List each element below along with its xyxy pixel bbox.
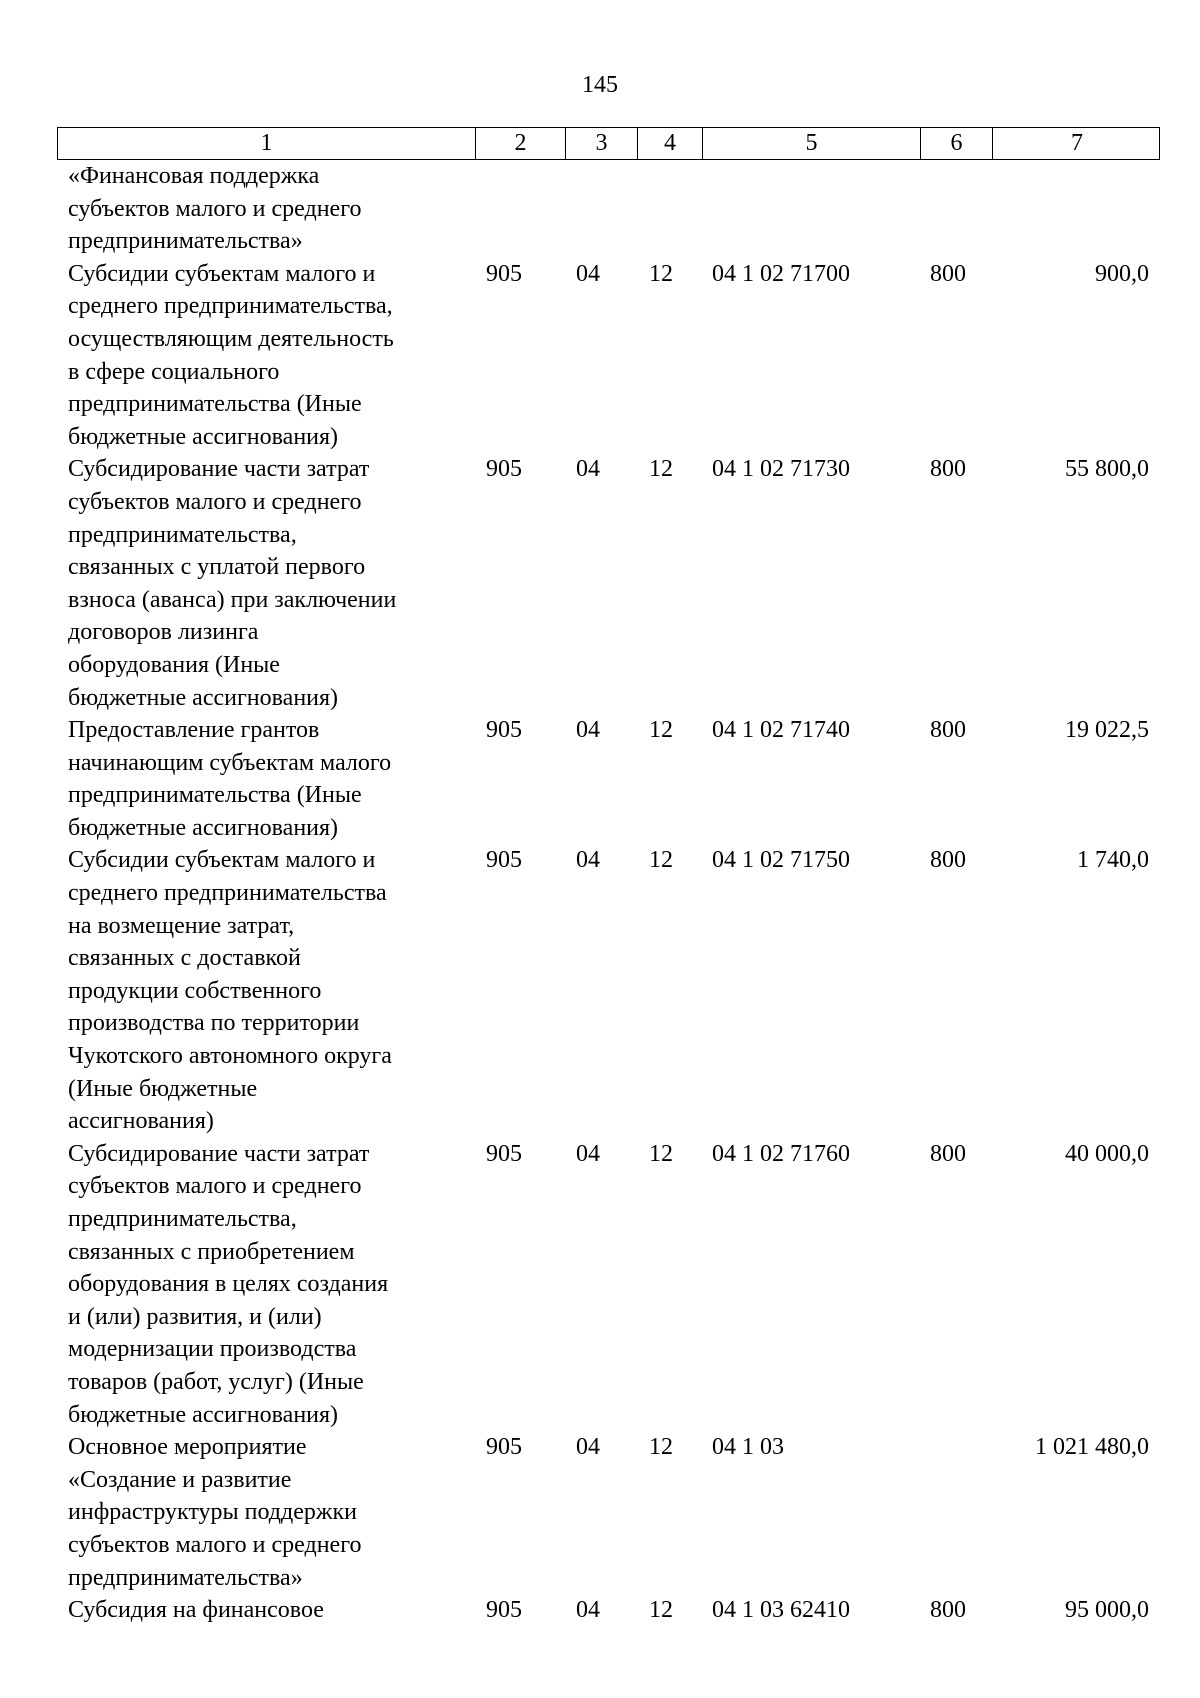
page-number: 145 <box>582 72 618 98</box>
row-sum: 40 000,0 <box>1065 1140 1149 1167</box>
row-rz: 04 <box>576 1597 600 1624</box>
row-rz: 04 <box>576 847 600 874</box>
row-vr <box>919 1431 991 1594</box>
column-header: 4 <box>637 128 702 159</box>
row-vr: 800 <box>930 1140 966 1167</box>
row-csr: 04 1 03 62410 <box>712 1597 850 1624</box>
table-row <box>57 1431 1160 1594</box>
row-name: Основное мероприятие «Создание и развитие инфраструктуры поддержки субъектов малого и среднего предпринимательства» <box>68 1434 362 1591</box>
row-vr: 800 <box>930 260 966 287</box>
row-pr: 12 <box>649 1140 673 1167</box>
row-rz: 04 <box>576 1140 600 1167</box>
row-rz: 04 <box>576 456 600 483</box>
row-vr: 800 <box>930 1597 966 1624</box>
row-rz: 04 <box>576 260 600 287</box>
row-sum: 1 740,0 <box>1077 847 1149 874</box>
row-name: Субсидирование части затрат субъектов малого и среднего предпринимательства, связанных с приобретением оборудования в целях создания и (или) развития, и (или) модернизации производства товаров (работ, услуг) (Иные бюджетные ассигнования) <box>68 1140 389 1428</box>
row-sum: 19 022,5 <box>1065 717 1149 744</box>
row-gr: 905 <box>486 260 522 287</box>
table-row <box>57 258 1160 454</box>
table-header-row <box>57 127 1160 160</box>
row-rz <box>564 160 636 258</box>
row-pr: 12 <box>649 1597 673 1624</box>
row-gr: 905 <box>486 1434 522 1461</box>
row-sum: 1 021 480,0 <box>1035 1434 1149 1461</box>
row-pr: 12 <box>649 260 673 287</box>
row-sum: 900,0 <box>1095 260 1149 287</box>
row-gr <box>474 160 564 258</box>
column-header: 2 <box>475 128 565 159</box>
row-pr: 12 <box>649 717 673 744</box>
column-header: 6 <box>920 128 992 159</box>
row-csr <box>701 160 919 258</box>
row-rz: 04 <box>576 717 600 744</box>
row-name: Субсидия на финансовое <box>68 1597 324 1624</box>
row-rz: 04 <box>576 1434 600 1461</box>
column-header: 7 <box>992 128 1161 159</box>
table-row <box>57 1594 1160 1627</box>
budget-table <box>57 127 1160 1627</box>
row-pr: 12 <box>649 847 673 874</box>
row-csr: 04 1 03 <box>712 1434 784 1461</box>
row-pr <box>636 160 701 258</box>
row-gr: 905 <box>486 847 522 874</box>
row-gr: 905 <box>486 1597 522 1624</box>
row-csr: 04 1 02 71760 <box>712 1140 850 1167</box>
row-sum <box>991 160 1160 258</box>
row-name: Предоставление грантов начинающим субъектам малого предпринимательства (Иные бюджетные ассигнования) <box>68 717 392 841</box>
table-row <box>57 844 1160 1137</box>
row-gr: 905 <box>486 1140 522 1167</box>
table-row <box>57 714 1160 844</box>
row-gr: 905 <box>486 456 522 483</box>
row-csr: 04 1 02 71740 <box>712 717 850 744</box>
row-pr: 12 <box>649 456 673 483</box>
column-header: 3 <box>565 128 637 159</box>
row-gr: 905 <box>486 717 522 744</box>
row-csr: 04 1 02 71730 <box>712 456 850 483</box>
row-vr: 800 <box>930 717 966 744</box>
row-csr: 04 1 02 71700 <box>712 260 850 287</box>
table-row <box>57 160 1160 258</box>
row-name: Субсидии субъектам малого и среднего предпринимательства на возмещение затрат, связанных с доставкой продукции собственного производства по территории Чукотского автономного округа (Иные бюджетные ассигнования) <box>68 847 392 1135</box>
row-name: Субсидирование части затрат субъектов малого и среднего предпринимательства, связанных с уплатой первого взноса (аванса) при заключении договоров лизинга оборудования (Иные бюджетные ассигнования) <box>68 456 397 711</box>
table-row <box>57 453 1160 714</box>
column-header: 5 <box>702 128 920 159</box>
row-name: «Финансовая поддержка субъектов малого и среднего предпринимательства» <box>68 163 362 255</box>
row-sum: 55 800,0 <box>1065 456 1149 483</box>
row-vr: 800 <box>930 456 966 483</box>
row-name: Субсидии субъектам малого и среднего предпринимательства, осуществляющим деятельность в сфере социального предпринимательства (Иные бюджетные ассигнования) <box>68 260 394 450</box>
row-pr: 12 <box>649 1434 673 1461</box>
row-sum: 95 000,0 <box>1065 1597 1149 1624</box>
row-vr <box>919 160 991 258</box>
row-csr: 04 1 02 71750 <box>712 847 850 874</box>
row-vr: 800 <box>930 847 966 874</box>
table-row <box>57 1138 1160 1431</box>
column-header: 1 <box>260 130 273 156</box>
